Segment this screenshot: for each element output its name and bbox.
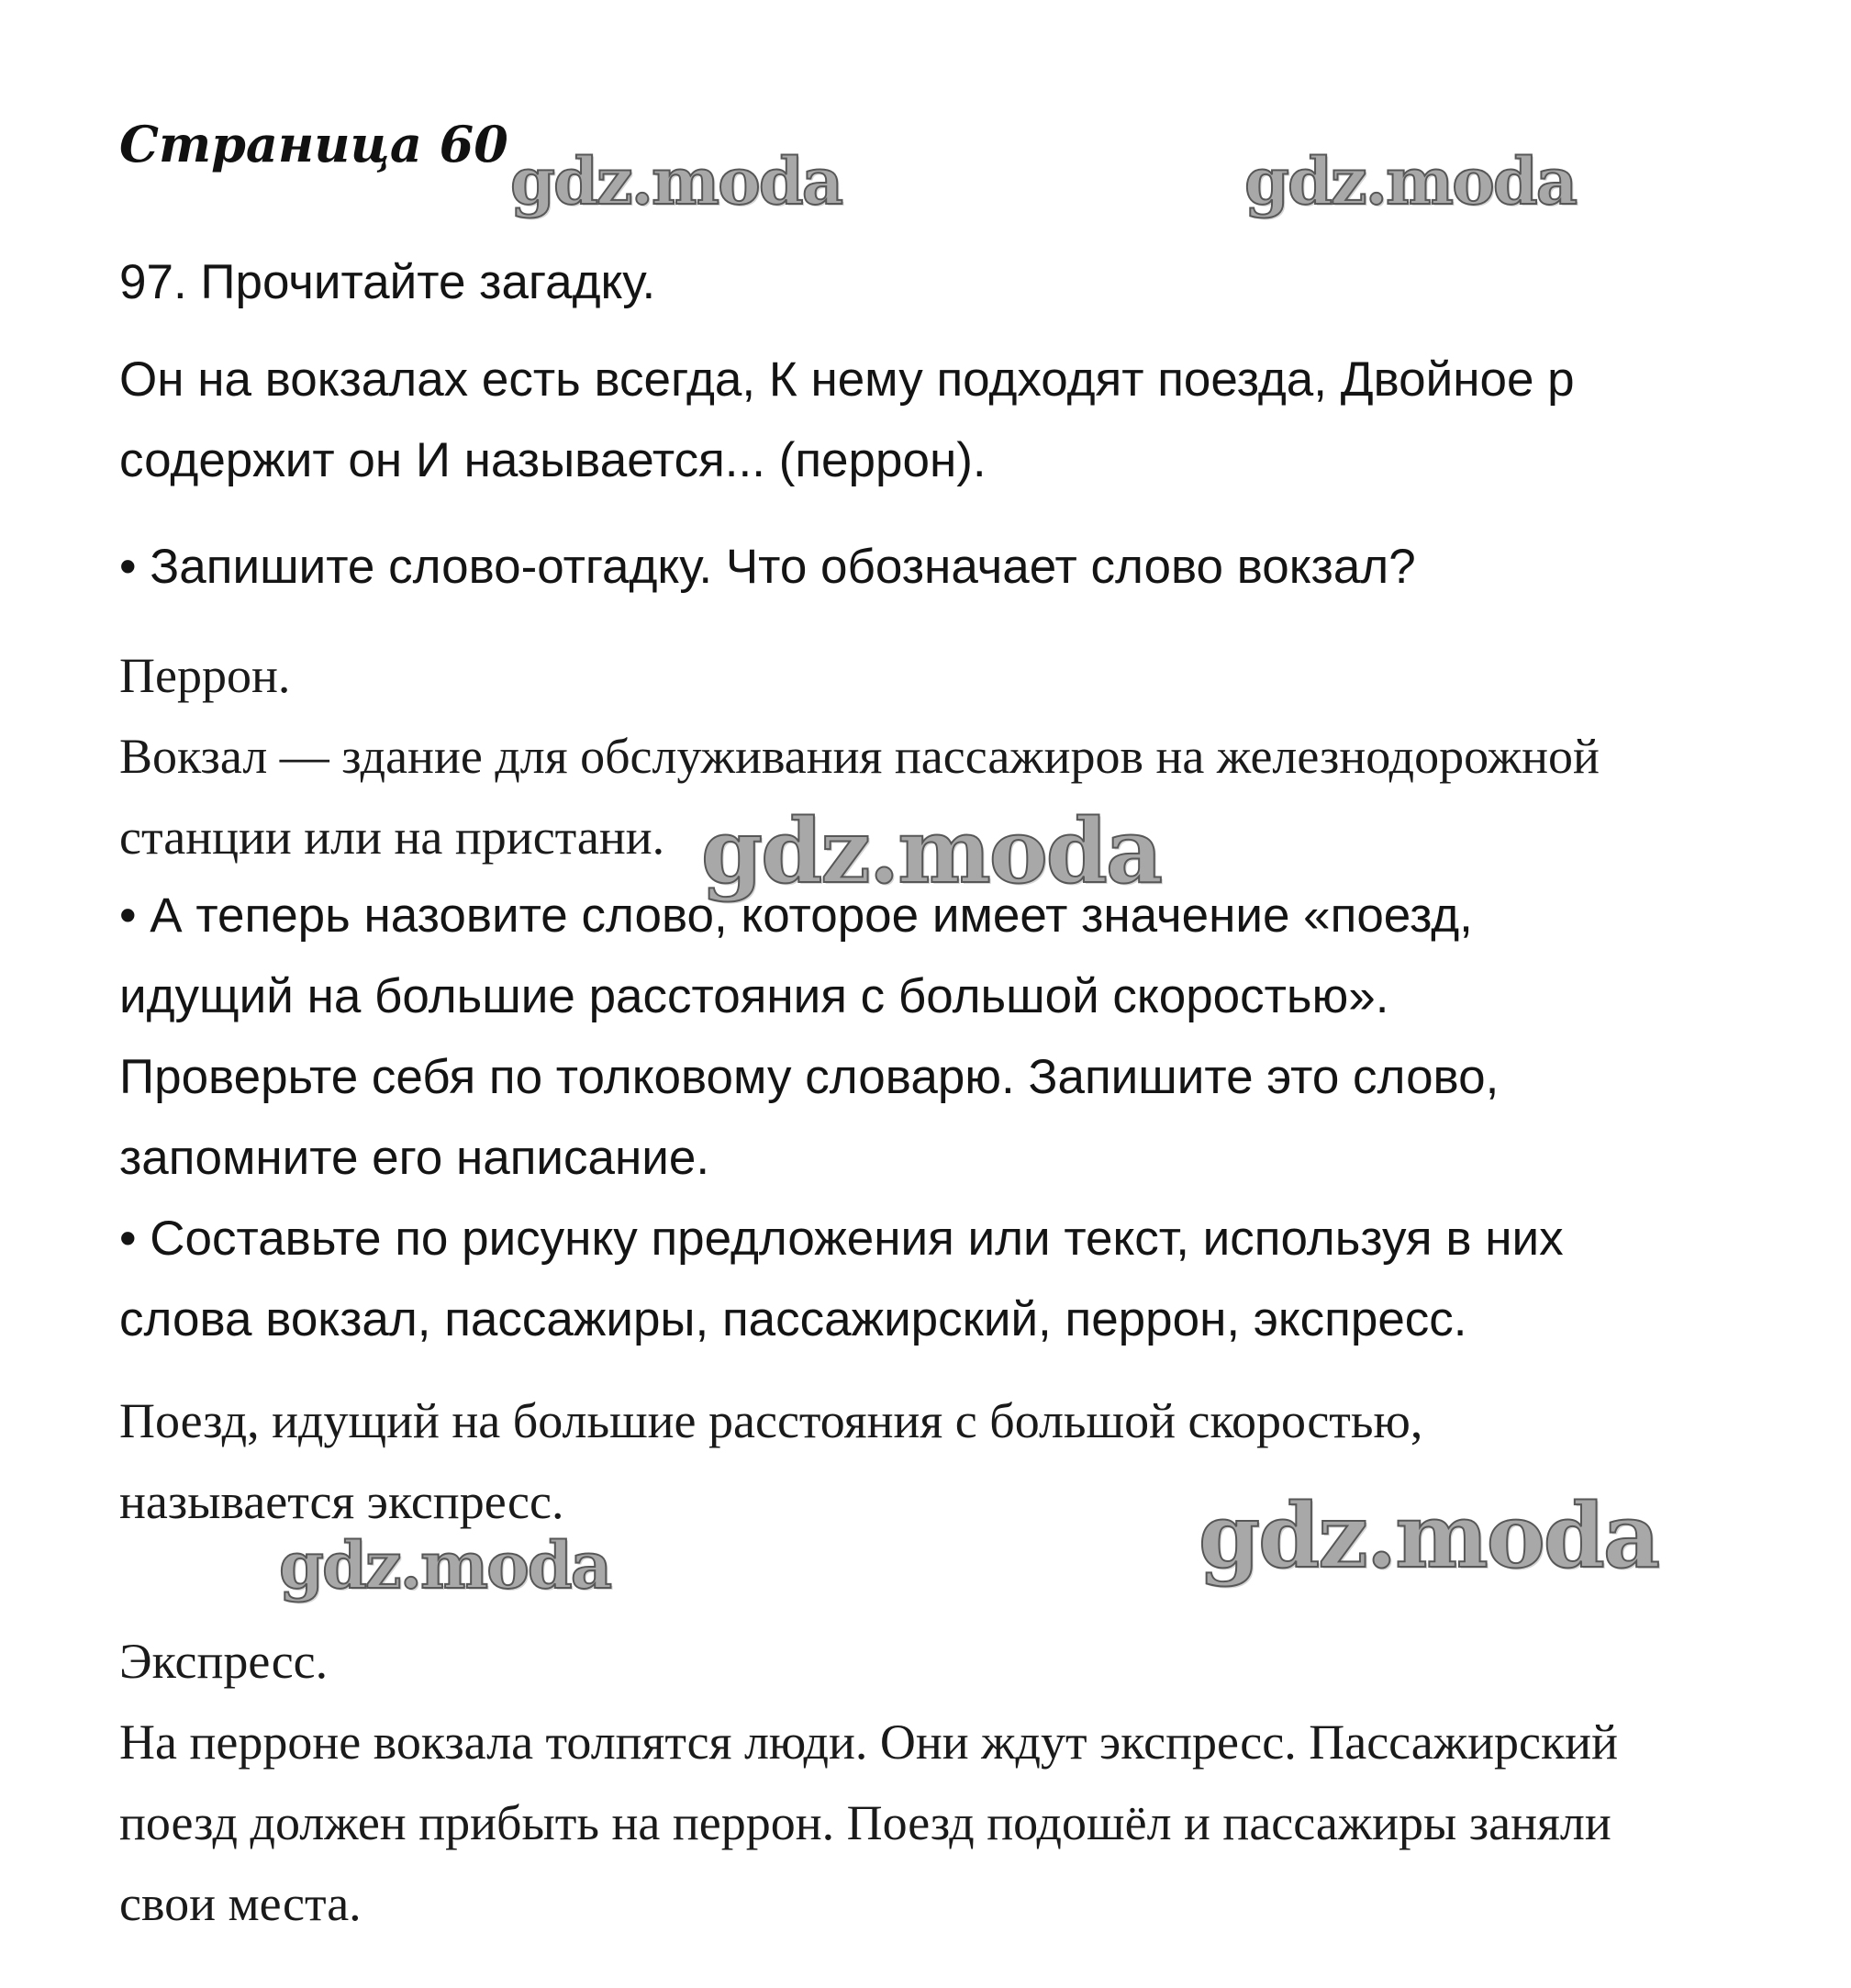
task-1 (119, 527, 1771, 608)
task-1-text: • Запишите слово-отгадку. Что обозначает слово вокзал? (119, 540, 1416, 594)
answer-line: свои места. (119, 1876, 362, 1931)
task-line: идущий на большие расстояния с большой скоростью». (119, 969, 1389, 1023)
answer-line: Поезд, идущий на большие расстояния с большой скоростью, (119, 1393, 1423, 1448)
answer-line: Перрон. (119, 648, 291, 703)
answer-line: называется экспресс. (119, 1474, 564, 1529)
riddle-line: Он на вокзалах есть всегда, К нему подходят поезда, Двойное р (119, 352, 1575, 407)
answer-line: На перроне вокзала толпятся люди. Они ждут экспресс. Пассажирский (119, 1714, 1618, 1770)
answer-3 (119, 1621, 1771, 1944)
riddle-line: содержит он И называется... (перрон). (119, 433, 987, 487)
riddle-text (119, 340, 1771, 501)
task-line: запомните его написание. (119, 1131, 710, 1185)
answer-line: Экспресс. (119, 1634, 329, 1689)
answer-line: станции или на пристани. (119, 810, 665, 865)
answer-line: Вокзал — здание для обслуживания пассажиров на железнодорожной (119, 729, 1600, 784)
task-2 (119, 876, 1771, 1360)
page-title: Страница 60 (119, 115, 508, 173)
watermark: gdz.moda (701, 799, 1162, 903)
watermark: gdz.moda (1244, 143, 1577, 219)
exercise-title-text: 97. Прочитайте загадку. (119, 255, 656, 309)
watermark: gdz.moda (510, 143, 842, 219)
watermark: gdz.moda (279, 1527, 611, 1603)
answer-line: поезд должен прибыть на перрон. Поезд подошёл и пассажиры заняли (119, 1795, 1611, 1850)
watermark: gdz.moda (1199, 1484, 1659, 1588)
exercise-title (119, 242, 1771, 323)
task-line: • А теперь назовите слово, которое имеет значение «поезд, (119, 888, 1473, 943)
task-line: • Составьте по рисунку предложения или текст, используя в них (119, 1212, 1564, 1266)
task-line: Проверьте себя по толковому словарю. Запишите это слово, (119, 1050, 1500, 1104)
task-line: слова вокзал, пассажиры, пассажирский, перрон, экспресс. (119, 1292, 1467, 1346)
